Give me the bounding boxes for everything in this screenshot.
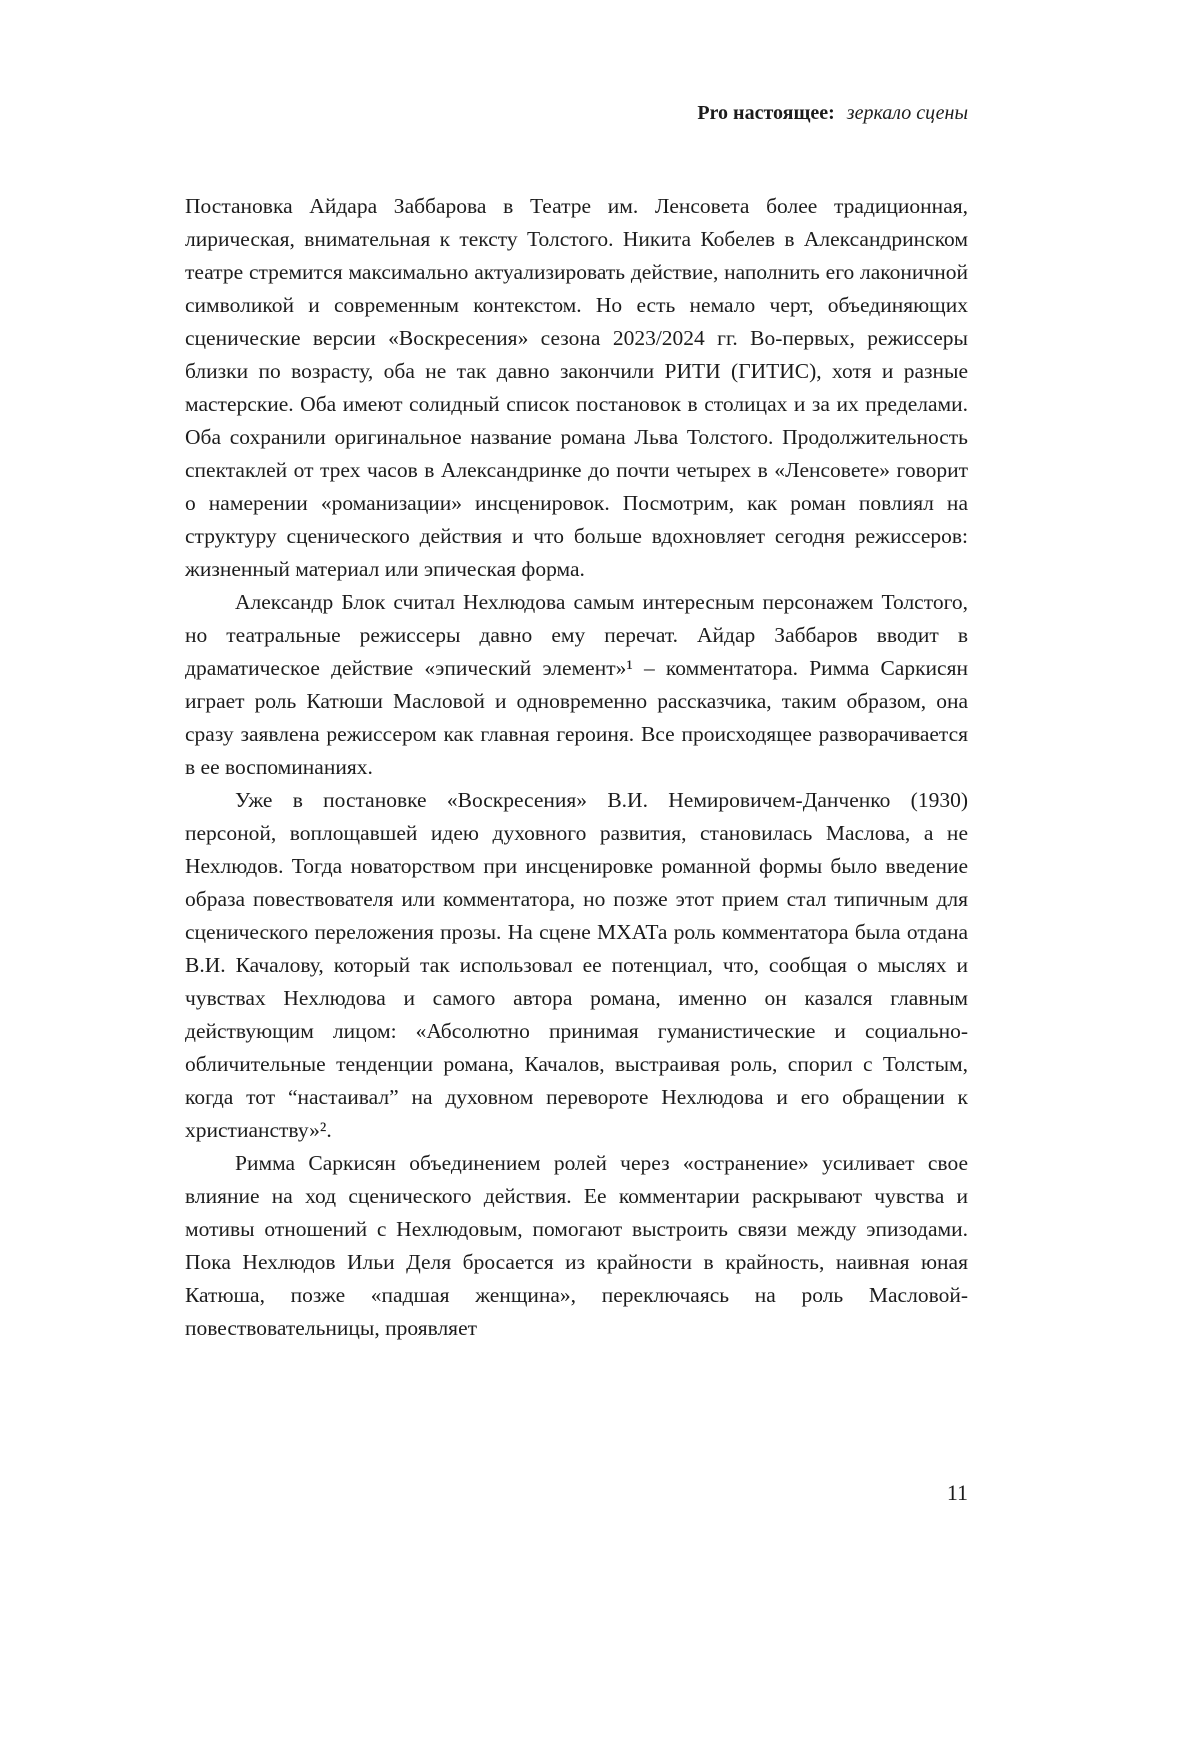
- paragraph: Римма Саркисян объединением ролей через «остранение» усиливает свое влияние на ход сценического действия. Ее комментарии раскрывают чувства и мотивы отношений с Нехлюдовым, помогают выстроить связи между эпизодами. Пока Нехлюдов Ильи Деля бросается из крайности в крайность, наивная юная Катюша, позже «падшая женщина», переключаясь на роль Масловой-повествовательницы, проявляет: [185, 1151, 968, 1340]
- running-header-title: Pro настоящее:: [697, 102, 835, 124]
- running-header-subtitle: зеркало сцены: [846, 102, 968, 124]
- article-body: [185, 190, 968, 1345]
- running-header: [185, 100, 968, 126]
- paragraph: Постановка Айдара Заббарова в Театре им. Ленсовета более традиционная, лирическая, внимательная к тексту Толстого. Никита Кобелев в Александринском театре стремится максимально актуализировать действие, наполнить его лаконичной символикой и современным контекстом. Но есть немало черт, объединяющих сценические версии «Воскресения» сезона 2023/2024 гг. Во-первых, режиссеры близки по возрасту, оба не так давно закончили РИТИ (ГИТИС), хотя и разные мастерские. Оба имеют солидный список постановок в столицах и за их пределами. Оба сохранили оригинальное название романа Льва Толстого. Продолжительность спектаклей от трех часов в Александринке до почти четырех в «Ленсовете» говорит о намерении «романизации» инсценировок. Посмотрим, как роман повлиял на структуру сценического действия и что больше вдохновляет сегодня режиссеров: жизненный материал или эпическая форма.: [185, 194, 968, 581]
- page-number: 11: [946, 1480, 968, 1505]
- paragraph: Александр Блок считал Нехлюдова самым интересным персонажем Толстого, но театральные режиссеры давно ему перечат. Айдар Заббаров вводит в драматическое действие «эпический элемент»¹ – комментатора. Римма Саркисян играет роль Катюши Масловой и одновременно рассказчика, таким образом, она сразу заявлена режиссером как главная героиня. Все происходящее разворачивается в ее воспоминаниях.: [185, 590, 968, 779]
- paragraph: Уже в постановке «Воскресения» В.И. Немировичем-Данченко (1930) персоной, воплощавшей идею духовного развития, становилась Маслова, а не Нехлюдов. Тогда новаторством при инсценировке романной формы было введение образа повествователя или комментатора, но позже этот прием стал типичным для сценического переложения прозы. На сцене МХАТа роль комментатора была отдана В.И. Качалову, который так использовал ее потенциал, что, сообщая о мыслях и чувствах Нехлюдова и самого автора романа, именно он казался главным действующим лицом: «Абсолютно принимая гуманистические и социально-обличительные тенденции романа, Качалов, выстраивая роль, спорил с Толстым, когда тот “настаивал” на духовном перевороте Нехлюдова и его обращении к христианству»².: [185, 788, 968, 1142]
